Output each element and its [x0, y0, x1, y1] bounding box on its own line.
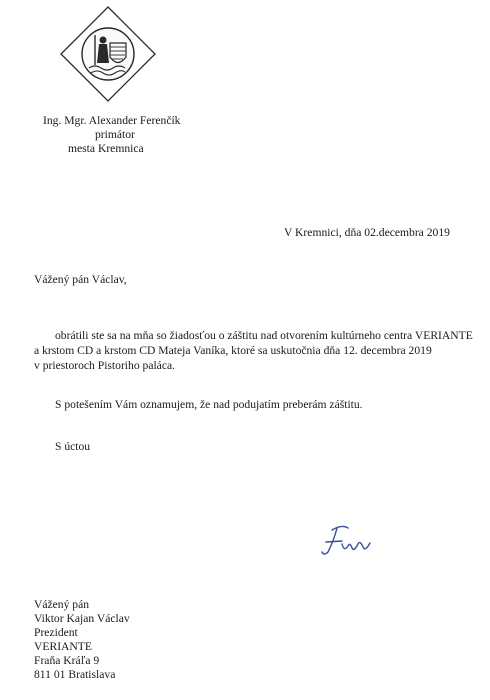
salutation: Vážený pán Václav,: [34, 273, 127, 286]
closing: S úctou: [55, 440, 91, 453]
body-paragraph-1-line-2: a krstom CD a krstom CD Mateja Vaníka, ktoré sa uskutočnia dňa 12. decembra 2019: [34, 344, 432, 357]
body-paragraph-1-line-3: v priestoroch Pistoriho paláca.: [34, 359, 176, 372]
addressee-position: Prezident: [34, 626, 78, 639]
addressee-line-1: Vážený pán: [34, 598, 90, 611]
body-paragraph-1-line-1: obrátili ste sa na mňa so žiadosťou o záštitu nad otvorením kultúrneho centra VERIANTE: [55, 329, 473, 342]
date-line: V Kremnici, dňa 02.decembra 2019: [284, 226, 450, 239]
addressee-city: 811 01 Bratislava: [34, 668, 116, 681]
sender-name: Ing. Mgr. Alexander Ferenčík: [43, 114, 181, 127]
addressee-street: Fraňa Kráľa 9: [34, 654, 100, 667]
sender-title: primátor: [95, 128, 135, 141]
addressee-name: Viktor Kajan Václav: [34, 612, 130, 625]
body-paragraph-2: S potešením Vám oznamujem, že nad podujatím preberám záštitu.: [55, 398, 363, 411]
signature: [318, 524, 382, 558]
addressee-organization: VERIANTE: [34, 640, 92, 653]
sender-city: mesta Kremnica: [68, 142, 144, 155]
kremnica-coat-of-arms-logo: [59, 5, 157, 103]
